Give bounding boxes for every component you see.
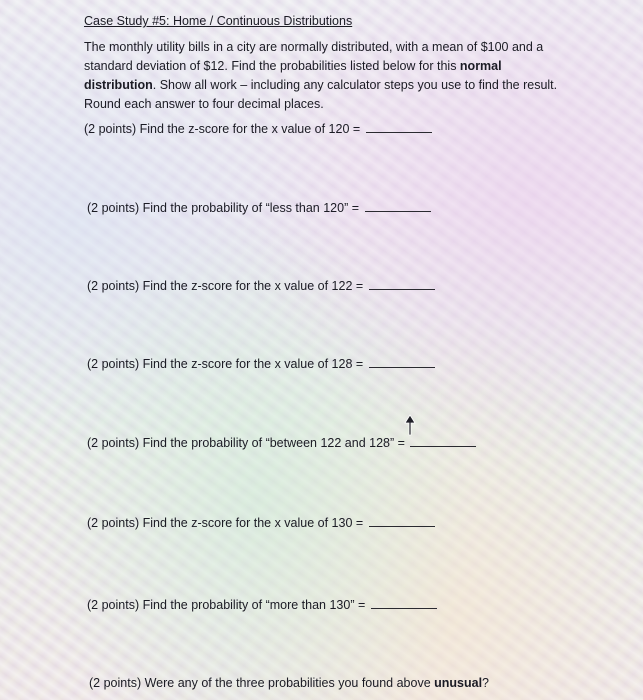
question-points: (2 points) [89, 676, 142, 690]
question-2 [87, 200, 431, 216]
question-points: (2 points) [87, 598, 140, 612]
question-3 [87, 278, 435, 294]
answer-blank[interactable] [369, 278, 435, 290]
answer-blank[interactable] [371, 597, 437, 609]
question-5 [87, 435, 476, 451]
document [84, 12, 584, 114]
intro-text-end: . Show all work – including any calculator steps you use to find the result. Round each answer to four decimal places. [84, 78, 558, 111]
question-4 [87, 356, 435, 372]
question-points: (2 points) [87, 279, 140, 293]
question-text: Find the z-score for the x value of 130 = [139, 516, 364, 530]
answer-blank[interactable] [366, 121, 432, 133]
mouse-pointer-icon [404, 414, 416, 436]
question-text: Find the probability of “more than 130” = [139, 598, 366, 612]
question-text: Find the z-score for the x value of 120 = [136, 122, 361, 136]
question-1 [84, 121, 432, 137]
question-points: (2 points) [87, 357, 140, 371]
answer-blank[interactable] [369, 356, 435, 368]
intro-text: The monthly utility bills in a city are normally distributed, with a mean of $100 and a standard deviation of $12. Find the probabilities listed below for this [84, 40, 544, 73]
question-text: Find the probability of “between 122 and 128” = [139, 436, 405, 450]
answer-blank[interactable] [365, 200, 431, 212]
question-points: (2 points) [87, 516, 140, 530]
question-6 [87, 515, 435, 531]
question-8 [89, 675, 489, 691]
intro-bold-text: normal distribution [84, 59, 502, 92]
question-text: Find the z-score for the x value of 122 = [139, 279, 364, 293]
question-text: Were any of the three probabilities you found above [141, 676, 435, 690]
question-text: Find the probability of “less than 120” = [139, 201, 360, 215]
question-text-end: ? [482, 676, 489, 690]
intro-paragraph [84, 38, 574, 114]
question-points: (2 points) [87, 201, 140, 215]
question-points: (2 points) [84, 122, 137, 136]
answer-blank[interactable] [369, 515, 435, 527]
question-points: (2 points) [87, 436, 140, 450]
answer-blank[interactable] [410, 435, 476, 447]
question-bold-text: unusual [434, 676, 483, 690]
question-text: Find the z-score for the x value of 128 = [139, 357, 364, 371]
page-title: Case Study #5: Home / Continuous Distributions [84, 14, 353, 28]
question-7 [87, 597, 437, 613]
